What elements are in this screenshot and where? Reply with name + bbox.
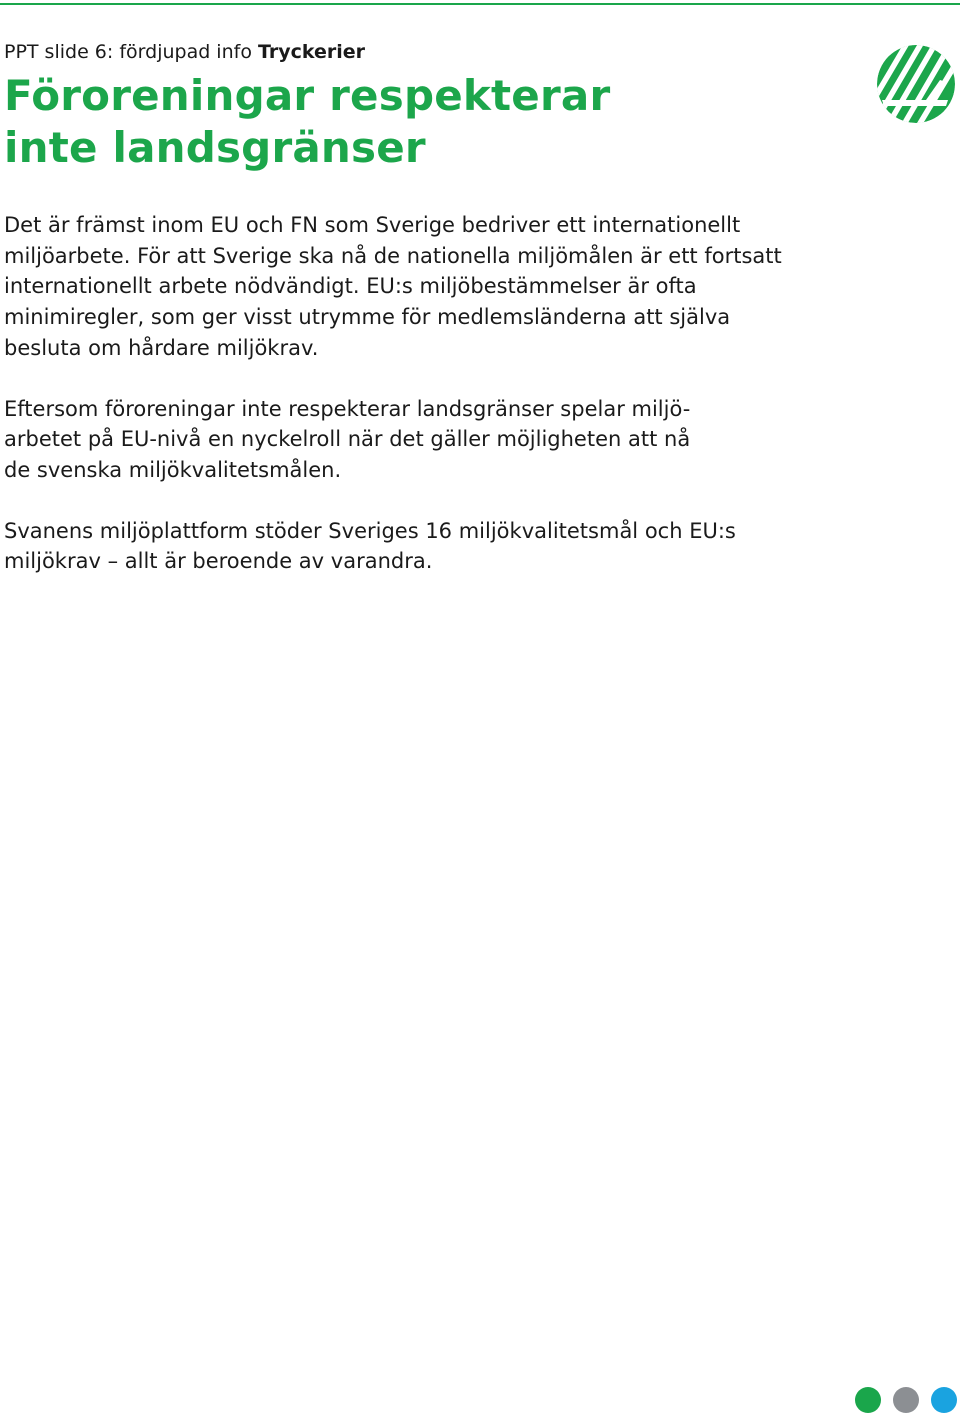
page-indicator-dots <box>855 1387 960 1415</box>
top-rule <box>0 3 960 5</box>
kicker-section: Tryckerier <box>258 41 366 63</box>
paragraph-line: miljöarbete. För att Sverige ska nå de nationella miljömålen är ett fortsatt <box>4 243 782 268</box>
paragraph-line: Eftersom föroreningar inte respekterar landsgränser spelar miljö- <box>4 396 691 421</box>
paragraph-line: arbetet på EU-nivå en nyckelroll när det gäller möjligheten att nå <box>4 427 691 452</box>
paragraph-line: miljökrav – allt är beroende av varandra. <box>4 549 433 574</box>
paragraph <box>4 394 904 486</box>
gray-dot <box>893 1387 919 1413</box>
paragraph-line: minimiregler, som ger visst utrymme för medlemsländerna att själva <box>4 305 731 330</box>
paragraph <box>4 516 904 577</box>
kicker-prefix: PPT slide 6: fördjupad info <box>4 41 258 63</box>
paragraph <box>4 210 904 364</box>
body-text <box>4 210 904 607</box>
paragraph-line: internationellt arbete nödvändigt. EU:s miljöbestämmelser är ofta <box>4 274 697 299</box>
paragraph-line: Svanens miljöplattform stöder Sveriges 16 miljökvalitetsmål och EU:s <box>4 518 736 543</box>
title-line-2: inte landsgränser <box>4 123 426 172</box>
blue-dot <box>931 1387 957 1413</box>
paragraph-line: de svenska miljökvalitetsmålen. <box>4 457 342 482</box>
green-dot <box>855 1387 881 1413</box>
kicker <box>4 40 365 64</box>
nordic-swan-ecolabel-icon <box>876 44 956 124</box>
page-title <box>4 70 764 174</box>
title-line-1: Föroreningar respekterar <box>4 71 611 120</box>
paragraph-line: besluta om hårdare miljökrav. <box>4 335 319 360</box>
paragraph-line: Det är främst inom EU och FN som Sverige bedriver ett internationellt <box>4 213 741 237</box>
